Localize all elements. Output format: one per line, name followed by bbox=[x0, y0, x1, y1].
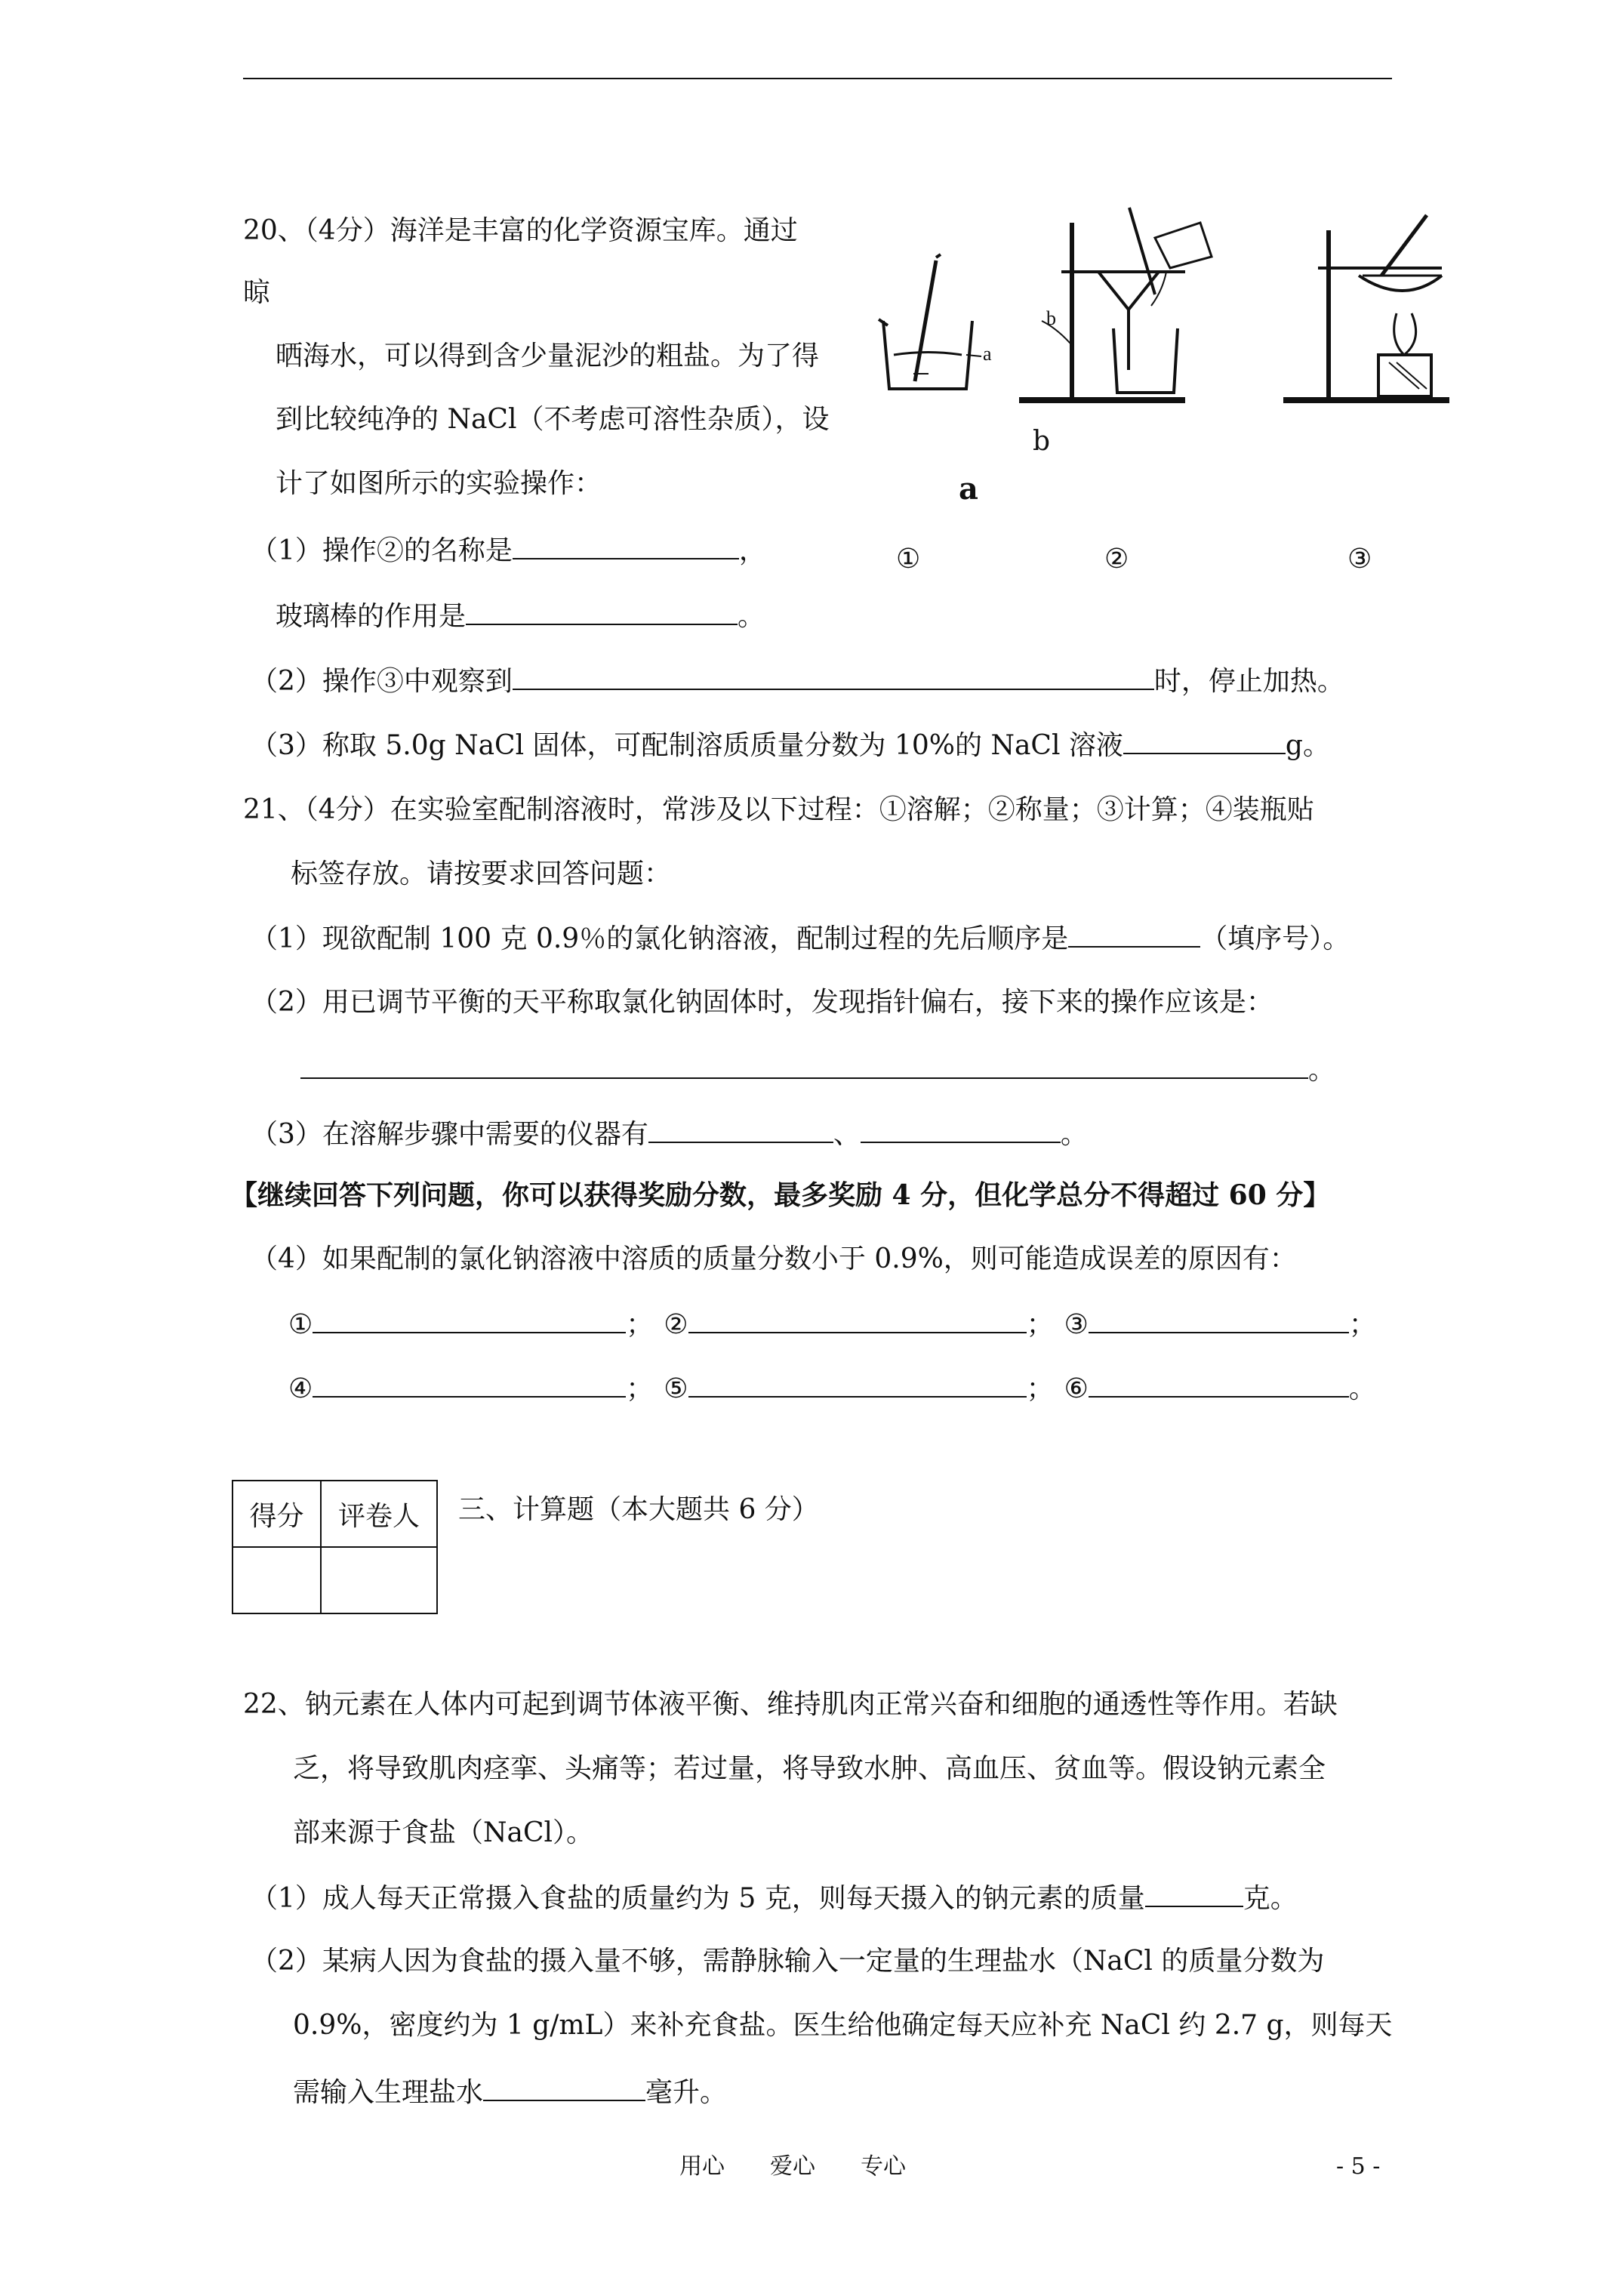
q20-part-1-rod: 玻璃棒的作用是 。 bbox=[276, 598, 765, 634]
q21-reasons-row-2: ④ ； ⑤ ； ⑥ 。 bbox=[288, 1370, 1376, 1407]
answer-blank-reason-2[interactable] bbox=[688, 1306, 1027, 1333]
q22-part-2-line-2: 0.9%，密度约为 1 g/mL）来补充食盐。医生给他确定每天应补充 NaCl 约 2.7 g，则每天 bbox=[293, 2010, 1393, 2041]
q22-part-2: （2）某病人因为食盐的摄入量不够，需静脉输入一定量的生理盐水（NaCl 的质量分数为 bbox=[251, 1946, 1325, 1977]
grader-cell[interactable] bbox=[321, 1547, 437, 1613]
figure-label-b: b bbox=[1046, 307, 1056, 329]
q21-part-4: （4）如果配制的氯化钠溶液中溶质的质量分数小于 0.9%，则可能造成误差的原因有： bbox=[251, 1244, 1297, 1274]
figure-number-1: ① bbox=[896, 544, 921, 575]
figure-number-3: ③ bbox=[1347, 544, 1372, 575]
figure-number-2: ② bbox=[1104, 544, 1129, 575]
answer-blank-solution-mass[interactable] bbox=[1123, 727, 1286, 754]
answer-blank-instrument-1[interactable] bbox=[648, 1116, 833, 1143]
score-header: 得分 bbox=[233, 1481, 321, 1547]
q21-line-1: 21、（4分）在实验室配制溶液时，常涉及以下过程：①溶解；②称量；③计算；④装瓶贴 bbox=[243, 794, 1314, 825]
figure-caption-b: b bbox=[1033, 426, 1051, 457]
answer-blank-reason-4[interactable] bbox=[313, 1370, 626, 1398]
q21-part-2-answer: 。 bbox=[300, 1052, 1335, 1088]
answer-blank-saline-volume[interactable] bbox=[483, 2074, 645, 2101]
q22-line-1: 22、钠元素在人体内可起到调节体液平衡、维持肌肉正常兴奋和细胞的通透性等作用。若缺 bbox=[243, 1689, 1338, 1720]
footer-motto: 用心 爱心 专心 bbox=[679, 2153, 906, 2180]
answer-blank-instrument-2[interactable] bbox=[861, 1116, 1061, 1143]
figure-caption-a: a bbox=[959, 471, 978, 507]
q21-part-3: （3）在溶解步骤中需要的仪器有 、 。 bbox=[251, 1116, 1088, 1152]
answer-blank-balance-operation[interactable] bbox=[300, 1052, 1308, 1079]
q22-line-3: 部来源于食盐（NaCl）。 bbox=[293, 1817, 594, 1848]
score-table bbox=[232, 1480, 438, 1614]
answer-blank-sodium-mass[interactable] bbox=[1145, 1880, 1243, 1907]
header-rule bbox=[243, 78, 1392, 79]
answer-blank-reason-3[interactable] bbox=[1089, 1306, 1349, 1333]
q21-line-2: 标签存放。请按要求回答问题： bbox=[291, 858, 672, 889]
score-cell[interactable] bbox=[233, 1547, 321, 1613]
q22-part-1: （1）成人每天正常摄入食盐的质量约为 5 克，则每天摄入的钠元素的质量 克。 bbox=[251, 1880, 1298, 1916]
q20-line-3: 晒海水，可以得到含少量泥沙的粗盐。为了得 bbox=[276, 341, 820, 371]
q22-part-2-line-3: 需输入生理盐水 毫升。 bbox=[293, 2074, 727, 2110]
q21-part-2: （2）用已调节平衡的天平称取氯化钠固体时，发现指针偏右，接下来的操作应该是： bbox=[251, 987, 1273, 1018]
filtration-setup-icon bbox=[1019, 208, 1212, 400]
answer-blank-reason-6[interactable] bbox=[1089, 1370, 1349, 1398]
bonus-note: 【继续回答下列问题，你可以获得奖励分数，最多奖励 4 分，但化学总分不得超过 60 分】 bbox=[230, 1179, 1331, 1211]
grader-header: 评卷人 bbox=[321, 1481, 437, 1547]
q20-part-2: （2）操作③中观察到 时，停止加热。 bbox=[251, 663, 1344, 699]
page-number: - 5 - bbox=[1336, 2153, 1381, 2180]
q20-part-3: （3）称取 5.0g NaCl 固体，可配制溶质质量分数为 10%的 NaCl 溶液 g。 bbox=[251, 727, 1330, 763]
section-3-title: 三、计算题（本大题共 6 分） bbox=[458, 1494, 819, 1525]
apparatus-figure bbox=[868, 200, 1457, 427]
answer-blank-reason-1[interactable] bbox=[313, 1306, 626, 1333]
evaporation-setup-icon bbox=[1283, 215, 1449, 400]
answer-blank-rod-role[interactable] bbox=[466, 598, 738, 625]
figure-label-a: a bbox=[983, 343, 992, 365]
q20-part-1: （1）操作②的名称是 ， bbox=[251, 532, 766, 569]
q21-part-1: （1）现欲配制 100 克 0.9％的氯化钠溶液，配制过程的先后顺序是 （填序号）。 bbox=[251, 920, 1350, 957]
answer-blank-reason-5[interactable] bbox=[688, 1370, 1027, 1398]
q21-reasons-row-1: ① ； ② ； ③ ； bbox=[288, 1306, 1376, 1342]
answer-blank-operation-name[interactable] bbox=[513, 532, 739, 559]
q20-line-5: 计了如图所示的实验操作： bbox=[276, 468, 602, 499]
q20-line-1: 20、（4分）海洋是丰富的化学资源宝库。通过 bbox=[243, 215, 798, 246]
answer-blank-observation[interactable] bbox=[513, 663, 1154, 690]
q20-line-4: 到比较纯净的 NaCl（不考虑可溶性杂质），设 bbox=[276, 404, 830, 435]
q20-line-2: 晾 bbox=[243, 277, 271, 308]
q22-line-2: 乏，将导致肌肉痉挛、头痛等；若过量，将导致水肿、高血压、贫血等。假设钠元素全 bbox=[293, 1753, 1326, 1784]
beaker-with-rod-icon bbox=[879, 254, 981, 389]
answer-blank-order[interactable] bbox=[1068, 920, 1200, 948]
